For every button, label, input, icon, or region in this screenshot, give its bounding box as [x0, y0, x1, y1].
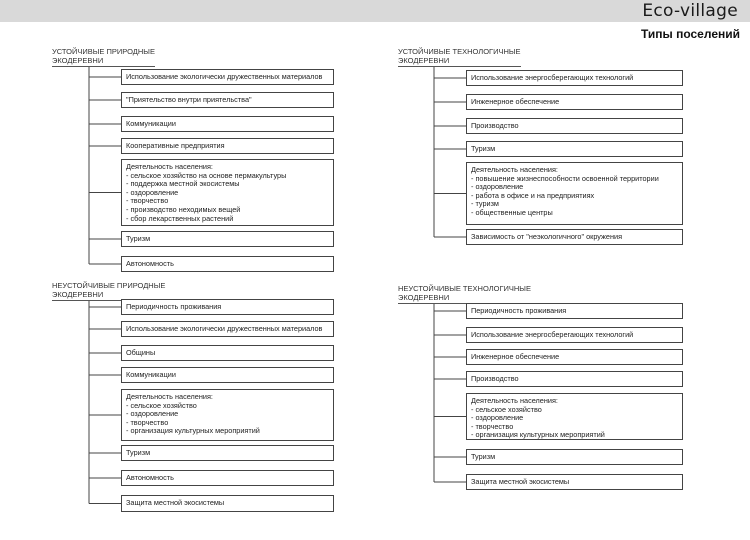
node-text: - работа в офисе и на предприятиях — [471, 190, 595, 200]
diagram-node — [466, 141, 683, 157]
group-title-line: ЭКОДЕРЕВНИ — [52, 290, 104, 299]
diagram-node — [121, 321, 334, 337]
page-subtitle: Типы поселений — [641, 27, 740, 41]
diagram-node — [121, 92, 334, 108]
node-text: Туризм — [471, 451, 496, 461]
node-text: Использование энергосберегающих технологий — [471, 329, 634, 339]
node-text: Автономность — [126, 258, 174, 268]
node-text: Общины — [126, 347, 156, 357]
node-text: - повышение жизнеспособности освоенной территории — [471, 173, 659, 183]
node-text: Зависимость от "неэкологичного" окружения — [471, 231, 623, 241]
group-title-line: НЕУСТОЙЧИВЫЕ ТЕХНОЛОГИЧНЫЕ — [398, 284, 531, 293]
node-text: - сбор лекарственных растений — [126, 213, 234, 223]
node-text: Деятельность населения: — [471, 396, 558, 405]
node-text: Использование энергосберегающих технологий — [471, 72, 634, 82]
diagram-node — [466, 327, 683, 343]
diagram-node — [121, 367, 334, 383]
diagram-node — [121, 389, 334, 441]
node-text: - поддержка местной экосистемы — [126, 179, 240, 189]
diagram-node — [121, 231, 334, 247]
node-text: Защита местной экосистемы — [471, 476, 570, 486]
node-text: Туризм — [126, 233, 151, 243]
diagram-node — [121, 69, 334, 85]
node-text: Использование экологически дружественных материалов — [126, 323, 323, 333]
diagram-node — [466, 229, 683, 245]
node-text: Производство — [471, 120, 519, 130]
node-text: - оздоровление — [471, 182, 524, 192]
group-title-line: УСТОЙЧИВЫЕ ТЕХНОЛОГИЧНЫЕ — [398, 47, 521, 56]
group-title-line: УСТОЙЧИВЫЕ ПРИРОДНЫЕ — [52, 47, 155, 56]
diagram-node — [121, 495, 334, 512]
node-text: Периодичность проживания — [126, 301, 222, 311]
diagram-node — [121, 299, 334, 315]
node-text: - сельское хозяйство — [471, 404, 542, 414]
node-text: Производство — [471, 373, 519, 383]
diagram-node — [466, 393, 683, 440]
diagram-node — [466, 349, 683, 365]
node-text: - творчество — [126, 417, 169, 427]
diagram-node — [466, 70, 683, 86]
node-text: Кооперативные предприятия — [126, 140, 225, 150]
diagram-node — [466, 303, 683, 319]
node-text: - оздоровление — [471, 413, 524, 423]
node-text: Периодичность проживания — [471, 305, 567, 315]
node-text: Защита местной экосистемы — [126, 498, 225, 508]
diagram-node — [466, 118, 683, 134]
node-text: - организация культурных мероприятий — [126, 426, 260, 436]
node-text: - творчество — [471, 421, 514, 431]
node-text: - общественные центры — [471, 207, 553, 217]
node-text: - оздоровление — [126, 187, 179, 197]
node-text: - туризм — [471, 199, 499, 209]
diagram-node — [121, 256, 334, 272]
diagram-node — [121, 445, 334, 461]
group-title-sustainable-natural — [52, 47, 155, 67]
node-text: Инженерное обеспечение — [471, 351, 560, 361]
diagram-node — [121, 116, 334, 132]
node-text: - творчество — [126, 196, 169, 206]
diagram-node — [121, 138, 334, 154]
node-text: - организация культурных мероприятий — [471, 430, 605, 440]
node-text: Инженерное обеспечение — [471, 96, 560, 106]
node-text: Туризм — [471, 143, 496, 153]
node-text: - сельское хозяйство — [126, 400, 197, 410]
diagram-node — [466, 94, 683, 110]
node-text: - производство неходимых вещей — [126, 204, 241, 214]
node-text: Туризм — [126, 447, 151, 457]
node-text: Автономность — [126, 472, 174, 482]
group-title-line: НЕУСТОЙЧИВЫЕ ПРИРОДНЫЕ — [52, 281, 166, 290]
group-title-unsustainable-natural — [52, 281, 165, 301]
node-text: Деятельность населения: — [126, 392, 213, 401]
node-text: Деятельность населения: — [471, 165, 558, 174]
diagram-node — [466, 474, 683, 490]
node-text: - оздоровление — [126, 409, 179, 419]
group-title-unsustainable-technological — [398, 284, 531, 304]
diagram-node — [466, 371, 683, 387]
diagram-node — [466, 449, 683, 465]
group-title-line: ЭКОДЕРЕВНИ — [398, 293, 450, 302]
node-text: "Приятельство внутри приятельства" — [126, 94, 252, 104]
diagram-node — [121, 470, 334, 486]
node-text: Коммуникации — [126, 118, 176, 128]
node-text: Коммуникации — [126, 369, 176, 379]
group-title-sustainable-technological — [398, 47, 521, 67]
node-text: - сельское хозяйство на основе пермакультуры — [126, 170, 287, 180]
node-text: Деятельность населения: — [126, 162, 213, 171]
brand-title: Eco-village — [642, 1, 738, 21]
diagram-node — [121, 345, 334, 361]
group-title-line: ЭКОДЕРЕВНИ — [52, 56, 104, 65]
diagram-node — [121, 159, 334, 226]
node-text: Использование экологически дружественных материалов — [126, 71, 323, 81]
group-title-line: ЭКОДЕРЕВНИ — [398, 56, 450, 65]
diagram-node — [466, 162, 683, 225]
